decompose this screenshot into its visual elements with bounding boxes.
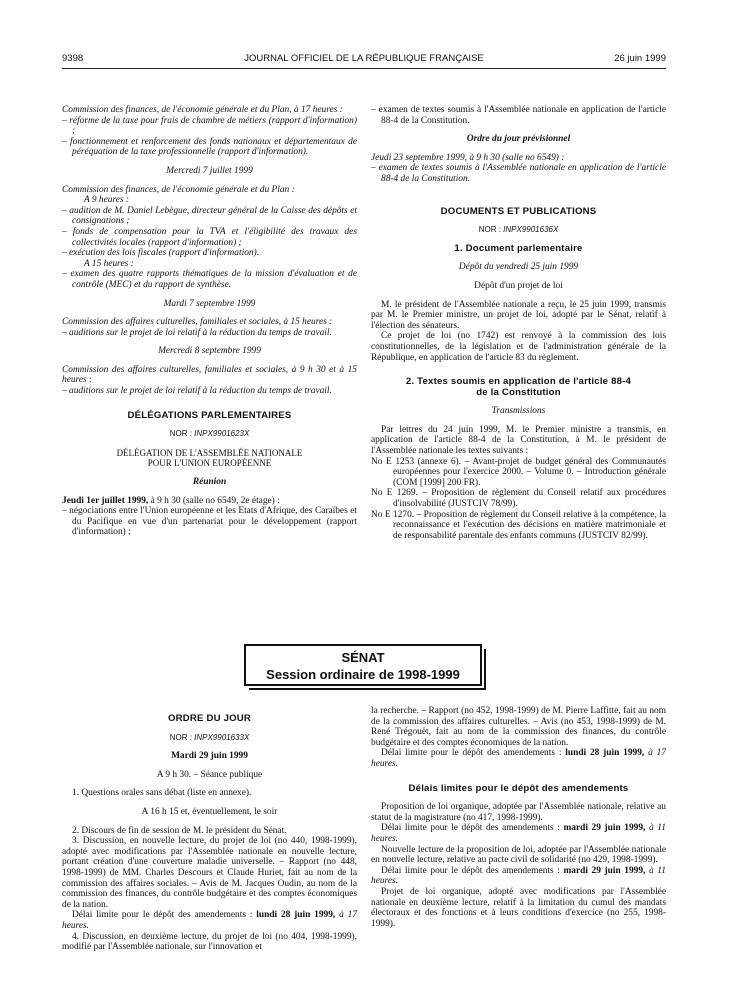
depot-date: Dépôt du vendredi 25 juin 1999 bbox=[458, 262, 579, 273]
nor-reference: NOR : INPX9901623X bbox=[169, 429, 250, 439]
agenda-item: – fonds de compensation pour la TVA et l'éligibilité des travaux des collectivités locales (rapport d'information) ; bbox=[62, 226, 357, 248]
date-heading: Mardi 7 septembre 1999 bbox=[163, 298, 256, 309]
commission-affaires-culturelles: Commission des affaires culturelles, familiales et sociales, à 9 h 30 et à 15 heures : bbox=[62, 364, 357, 386]
agenda-item: – auditions sur le projet de loi relatif à la réduction du temps de travail. bbox=[62, 386, 332, 397]
nor-reference: NOR : INPX9901636X bbox=[478, 225, 559, 235]
agenda-item: – auditions sur le projet de loi relatif à la réduction du temps de travail. bbox=[62, 327, 332, 338]
agenda-item: – négociations entre l'Union européenne et les Etats d'Afrique, des Caraïbes et du Pacifique en vue d'un partenariat pour le développement (rapport d'information) ; bbox=[62, 506, 357, 538]
agenda-item: – réforme de la taxe pour frais de chambre de métiers (rapport d'information) ; bbox=[62, 115, 357, 137]
agenda-item: – examen de textes soumis à l'Assemblée nationale en application de l'article 88-4 de la Constitution. bbox=[371, 105, 666, 126]
delai-limite: Délai limite pour le dépôt des amendements : mardi 29 juin 1999, à 11 heures. bbox=[371, 823, 666, 844]
depot-projet: Dépôt d'un projet de loi bbox=[474, 280, 563, 291]
agenda-point: 4. Discussion, en deuxième lecture, du projet de loi (no 404, 1998-1999), modifié par l'Assemblée nationale, sur l'innovation et bbox=[62, 931, 357, 953]
reunion-date: Jeudi 1er juillet 1999, à 9 h 30 (salle no 6549, 2e étage) : bbox=[62, 495, 280, 506]
paragraph: Nouvelle lecture de la proposition de loi, adoptée par l'Assemblée nationale en nouvelle lecture, relative au pacte civil de solidarité (no 429, 1998-1999). bbox=[371, 844, 666, 866]
agenda-item: – fonctionnement et renforcement des fonds nationaux et départementaux de péréquation de la taxe professionnelle (rapport d'information). bbox=[62, 136, 357, 158]
section-title-documents: DOCUMENTS ET PUBLICATIONS bbox=[440, 205, 597, 217]
paragraph: Projet de loi organique, adopté avec modifications par l'Assemblée nationale en deuxième lecture, relatif à la limitation du cumul des mandats électoraux et des fonctions et à leurs conditions d'exercice (no 255, 1998-1999). bbox=[371, 886, 666, 929]
delai-limite: Délai limite pour le dépôt des amendements : lundi 28 juin 1999, à 17 heures. bbox=[62, 910, 358, 931]
paragraph: Proposition de loi organique, adoptée par l'Assemblée nationale, relative au statut de la magistrature (no 417, 1998-1999). bbox=[371, 802, 666, 823]
jeudi-23-septembre: Jeudi 23 septembre 1999, à 9 h 30 (salle no 6549) : bbox=[371, 152, 565, 163]
mardi-29-juin: Mardi 29 juin 1999 bbox=[171, 751, 248, 762]
date-heading: Mercredi 8 septembre 1999 bbox=[158, 346, 261, 357]
subsection-document-parlementaire: 1. Document parlementaire bbox=[454, 242, 583, 254]
odj-previsionnel: Ordre du jour prévisionnel bbox=[466, 134, 571, 145]
delai-limite: Délai limite pour le dépôt des amendements : lundi 28 juin 1999, à 17 heures. bbox=[371, 748, 667, 769]
reunion-heading: Réunion bbox=[192, 477, 227, 488]
commission-finances: Commission des finances, de l'économie générale et du Plan : bbox=[62, 184, 295, 195]
section-title-delegations: DÉLÉGATIONS PARLEMENTAIRES bbox=[127, 409, 292, 421]
page-number: 9398 bbox=[62, 53, 84, 64]
senat-session-box bbox=[244, 644, 482, 686]
paragraph: Par lettres du 24 juin 1999, M. le Premier ministre a transmis, en application de l'article 88-4 de la Constitution, à M. le président de l'Assemblée nationale les textes suivants : bbox=[371, 424, 666, 457]
subsection-textes-88-4: 2. Textes soumis en application de l'article 88-4 de la Constitution bbox=[405, 376, 632, 398]
texte-item: No E 1269. – Proposition de règlement du Conseil relatif aux procédures d'insolvabilité (JUSTCIV 78/99). bbox=[371, 488, 666, 510]
agenda-point: 2. Discours de fin de session de M. le président du Sénat. bbox=[72, 825, 287, 836]
agenda-item: – exécution des lois fiscales (rapport d'information). bbox=[62, 248, 260, 259]
left-top-column bbox=[62, 105, 357, 538]
ordre-du-jour-title: ORDRE DU JOUR bbox=[167, 713, 252, 724]
agenda-item: – examen des quatre rapports thématiques de la mission d'évaluation et de contrôle (MEC) et du rapport de synthèse. bbox=[62, 269, 357, 290]
transmissions-heading: Transmissions bbox=[491, 406, 546, 417]
delegation-name-2: POUR L'UNION EUROPÉENNE bbox=[147, 458, 272, 469]
seance-soir: A 16 h 15 et, éventuellement, le soir bbox=[141, 806, 278, 817]
agenda-item: – audition de M. Daniel Lebègue, directeur général de la Caisse des dépôts et consignations ; bbox=[62, 205, 357, 227]
agenda-item: – examen de textes soumis à l'Assemblée nationale en application de l'article 88-4 de la Constitution. bbox=[371, 163, 666, 184]
time-label: A 15 heures : bbox=[84, 258, 134, 269]
right-top-column bbox=[371, 105, 666, 541]
paragraph: M. le président de l'Assemblée nationale a reçu, le 25 juin 1999, transmis par M. le Premier ministre, un projet de loi, adopté par le Sénat, relatif à l'élection des sénateurs. bbox=[371, 299, 666, 331]
time-label: A 9 heures : bbox=[84, 195, 130, 206]
agenda-point: 1. Questions orales sans débat (liste en annexe). bbox=[72, 788, 252, 799]
seance-publique: A 9 h 30. – Séance publique bbox=[156, 769, 263, 780]
journal-title: JOURNAL OFFICIEL DE LA RÉPUBLIQUE FRANÇAISE bbox=[244, 53, 484, 64]
paragraph: Ce projet de loi (no 1742) est renvoyé à la commission des lois constitutionnelles, de la législation et de l'administration générale de la République, en application de l'article 83 du règlement. bbox=[371, 331, 666, 363]
date-heading: Mercredi 7 juillet 1999 bbox=[166, 165, 253, 176]
delai-limite: Délai limite pour le dépôt des amendements : mardi 29 juin 1999, à 11 heures. bbox=[371, 865, 666, 887]
delais-limites-title: Délais limites pour le dépôt des amendements bbox=[408, 782, 629, 794]
commission-affaires-culturelles: Commission des affaires culturelles, familiales et sociales, à 15 heures : bbox=[62, 317, 333, 328]
right-bottom-column bbox=[371, 706, 666, 929]
texte-item: No E 1253 (annexe 6). – Avant-projet de budget général des Communautés européennes pour l'exercice 2000. – Volume 0. – Introduction générale (COM [1999] 200 FR). bbox=[371, 456, 666, 488]
paragraph: la recherche. – Rapport (no 452, 1998-1999) de M. Pierre Laffitte, fait au nom de la commission des affaires culturelles. – Avis (no 453, 1998-1999) de M. René Trégouët, fait au nom de la commission des finances, du contrôle budgétaire et des comptes économiques de la nation. bbox=[371, 706, 666, 748]
texte-item: No E 1270. – Proposition de règlement du Conseil relative à la compétence, la reconnaissance et l'exécution des décisions en matière matrimoniale et de responsabilité parentale des enfants communs (JUSTCIV 82/99). bbox=[371, 509, 666, 541]
delegation-name: DÉLÉGATION DE L'ASSEMBLÉE NATIONALE bbox=[116, 447, 303, 458]
page-header bbox=[62, 54, 666, 69]
nor-reference: NOR : INPX9901633X bbox=[169, 732, 250, 742]
issue-date: 26 juin 1999 bbox=[614, 53, 666, 64]
senat-title: SÉNAT bbox=[341, 650, 385, 665]
senat-session: Session ordinaire de 1998-1999 bbox=[266, 667, 460, 682]
commission-finances-17h: Commission des finances, de l'économie générale et du Plan, à 17 heures : bbox=[62, 105, 343, 115]
left-bottom-column bbox=[62, 714, 357, 953]
agenda-point: 3. Discussion, en nouvelle lecture, du projet de loi (no 440, 1998-1999), adopté avec modifications par l'Assemblée nationale en nouvelle lecture, portant création d'une couverture maladie universelle. – Rapport (no 448, 1998-1999) de MM. Charles Descours et Claude Huriet, fait au nom de la commission des affaires sociales. – Avis de M. Jacques Oudin, au nom de la commission des finances, du contrôle budgétaire et des comptes économiques de la nation. bbox=[62, 836, 357, 910]
